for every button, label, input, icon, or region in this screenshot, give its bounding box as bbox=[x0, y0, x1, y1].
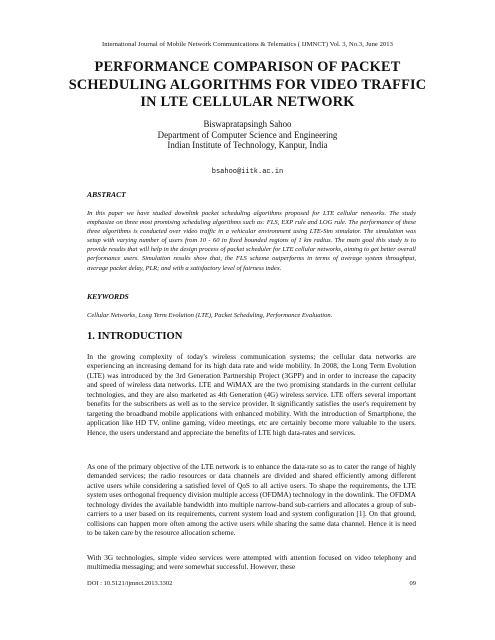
intro-paragraph-2: As one of the primary objective of the LTE network is to enhance the data-rate so as to cater the range of highly demanded services; the radio resources or data channels are divided and shared efficiently among different active users while considering a satisfied level of QoS to all active users. To shape the requirements, the LTE system uses orthogonal frequency division multiple access (OFDMA) technology in the downlink. The OFDMA technology divides the available bandwidth into multiple narrow-band sub-carriers and allocates a group of sub-carriers to a user based on its requirements, current system load and system configuration [1]. On that ground, collisions can happen more often among the active users while sharing the same data channel. Hence it is need to be taken care by the resource allocation scheme. bbox=[87, 462, 416, 538]
author-name: Biswapratapsingh Sahoo bbox=[203, 119, 292, 129]
intro-paragraph-1: In the growing complexity of today's wireless communication systems; the cellular data networks are experiencing an increasing demand for its high data rate and wide mobility. In 2008, the Long Term Evolution (LTE) was introduced by the 3rd Generation Partnership Project (3GPP) and in order to increase the capacity and speed of wireless data networks. LTE and WiMAX are the two promising standards in the current cellular technologies, and they are also marketed as 4th Generation (4G) wireless service. LTE offers several important benefits for the subscribers as well as to the service provider. It significantly satisfies the user's requirement by targeting the broadband mobile applications with enhanced mobility. With the introduction of Smartphone, the application like HD TV, online gaming, video meetings, etc are certainly become more valuable to the users. Hence, the users understand and appreciate the benefits of LTE high data-rates and services. bbox=[87, 352, 416, 437]
keywords-text: Cellular Networks, Long Term Evolution (LTE), Packet Scheduling, Performance Evaluation. bbox=[87, 312, 333, 319]
section-heading-introduction: 1. INTRODUCTION bbox=[87, 331, 183, 342]
abstract-text: In this paper we have studied downlink packet scheduling algorithms proposed for LTE cellular networks. The study emphasize on three most promising scheduling algorithms such as: FLS, EXP rule and LOG rule. The performance of these three algorithms is conducted over video traffic in a vehicular environment using LTE-Sim simulator. The simulation was setup with varying number of users from 10 - 60 in fixed bounded regions of 1 km radius. The main goal this study is to provide results that will help in the design process of packet scheduler for LTE cellular networks, aiming to get better overall performance users. Simulation results show that, the FLS scheme outperforms in terms of average system throughput, average packet delay, PLR; and with a satisfactory level of fairness index. bbox=[87, 210, 416, 272]
page-number: 09 bbox=[409, 580, 416, 587]
doi-text: DOI : 10.5121/ijmnct.2013.3302 bbox=[87, 580, 173, 587]
running-head: International Journal of Mobile Network Communications & Telematics ( IJMNCT) Vol. 3, No.3, June 2013 bbox=[101, 41, 393, 48]
author-institute: Indian Institute of Technology, Kanpur, India bbox=[167, 140, 328, 151]
intro-paragraph-3: With 3G technologies, simple video services were attempted with attention focused on video telephony and multimedia messaging; and were somewhat successful. However, these bbox=[87, 553, 416, 572]
keywords-heading: KEYWORDS bbox=[87, 292, 129, 301]
paper-title: PERFORMANCE COMPARISON OF PACKET SCHEDULING ALGORITHMS FOR VIDEO TRAFFIC IN LTE CELLULAR NETWORK bbox=[68, 59, 427, 111]
abstract-heading: ABSTRACT bbox=[87, 190, 126, 199]
author-department: Department of Computer Science and Engineering bbox=[157, 129, 338, 140]
author-block bbox=[0, 119, 495, 151]
author-email: bsahoo@iitk.ac.in bbox=[211, 168, 284, 176]
page-footer bbox=[87, 580, 416, 587]
